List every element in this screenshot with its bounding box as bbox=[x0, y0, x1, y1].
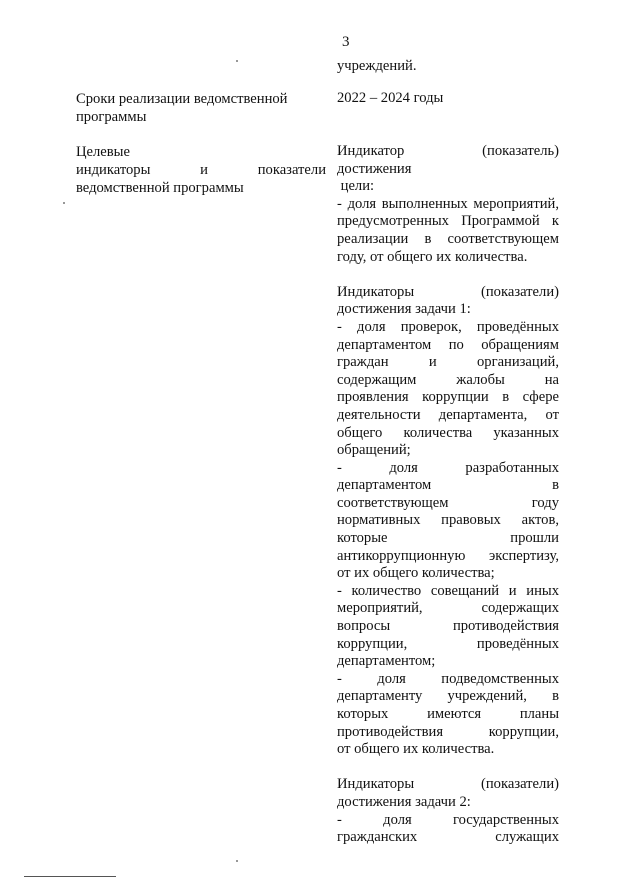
indicator-text-line: Индикатор (показатель) bbox=[337, 143, 559, 159]
paragraph-spacer bbox=[337, 266, 559, 284]
indicator-text-line: которых имеются планы bbox=[337, 706, 559, 722]
indicator-text-line: достижения задачи 1: bbox=[337, 301, 471, 318]
footnote-rule bbox=[24, 876, 116, 877]
period-label bbox=[76, 90, 326, 126]
indicator-text-line: противодействия коррупции, bbox=[337, 723, 559, 740]
indicator-text-line: гражданских служащих bbox=[337, 829, 559, 846]
indicator-text-line: содержащим жалобы на bbox=[337, 371, 559, 388]
indicator-text-line: предусмотренных Программой к bbox=[337, 213, 559, 230]
indicator-text-line: соответствующем году bbox=[337, 494, 559, 511]
indicator-text-line: достижения задачи 2: bbox=[337, 793, 471, 810]
indicator-text-line: департаментом по обращениям bbox=[337, 336, 559, 353]
indicator-text-line: - доля выполненных мероприятий, bbox=[337, 195, 559, 212]
indicator-text-line: - доля проверок, проведённых bbox=[337, 318, 559, 335]
indicator-text-line: - доля подведомственных bbox=[337, 670, 559, 687]
indicator-text-line: обращений; bbox=[337, 442, 411, 459]
indicators-description bbox=[337, 143, 559, 847]
scan-speck bbox=[63, 202, 65, 204]
paragraph-spacer bbox=[337, 759, 559, 777]
indicator-text-line: от их общего количества; bbox=[337, 565, 495, 582]
indicator-text-line: департаментом; bbox=[337, 653, 436, 670]
scan-speck bbox=[236, 60, 238, 62]
indicator-text-line: мероприятий, содержащих bbox=[337, 600, 559, 617]
indicator-text-line: цели: bbox=[337, 178, 375, 195]
indicator-text-line: проявления коррупции в сфере bbox=[337, 389, 559, 406]
continuation-text: учреждений. bbox=[337, 58, 417, 74]
indicator-text-line: вопросы противодействия bbox=[337, 618, 559, 635]
indicator-text-line: году, от общего их количества. bbox=[337, 248, 528, 265]
page-number: 3 bbox=[342, 34, 350, 50]
indicator-text-line: коррупции, проведённых bbox=[337, 635, 559, 652]
indicator-text-line: антикоррупционную экспертизу, bbox=[337, 547, 559, 564]
indicator-text-line: - доля разработанных bbox=[337, 459, 559, 476]
indicator-text-line: Индикаторы (показатели) bbox=[337, 283, 559, 300]
indicator-text-line: - доля государственных bbox=[337, 811, 559, 828]
indicator-text-line: - количество совещаний и иных bbox=[337, 582, 559, 599]
indicator-text-line: департаменту учреждений, в bbox=[337, 688, 559, 705]
indicator-text-line: нормативных правовых актов, bbox=[337, 512, 559, 529]
scan-speck bbox=[236, 860, 238, 862]
indicators-label-line: индикаторы и показатели bbox=[76, 162, 326, 178]
indicators-label bbox=[76, 143, 326, 197]
period-label-line: Сроки реализации ведомственной bbox=[76, 91, 288, 107]
indicator-text-line: от общего их количества. bbox=[337, 741, 495, 758]
indicator-text-line: которые прошли bbox=[337, 530, 559, 547]
period-value: 2022 – 2024 годы bbox=[337, 90, 444, 106]
indicator-text-line: Индикаторы (показатели) bbox=[337, 776, 559, 793]
indicator-text-line: граждан и организаций, bbox=[337, 354, 559, 371]
indicators-label-line: ведомственной программы bbox=[76, 180, 244, 196]
indicator-text-line: общего количества указанных bbox=[337, 424, 559, 441]
period-label-line: программы bbox=[76, 109, 147, 125]
indicator-text-line: деятельности департамента, от bbox=[337, 406, 559, 423]
indicator-text-line: достижения bbox=[337, 160, 412, 177]
indicator-text-line: реализации в соответствующем bbox=[337, 230, 559, 247]
indicators-label-line: Целевые bbox=[76, 144, 130, 160]
indicator-text-line: департаментом в bbox=[337, 477, 559, 494]
